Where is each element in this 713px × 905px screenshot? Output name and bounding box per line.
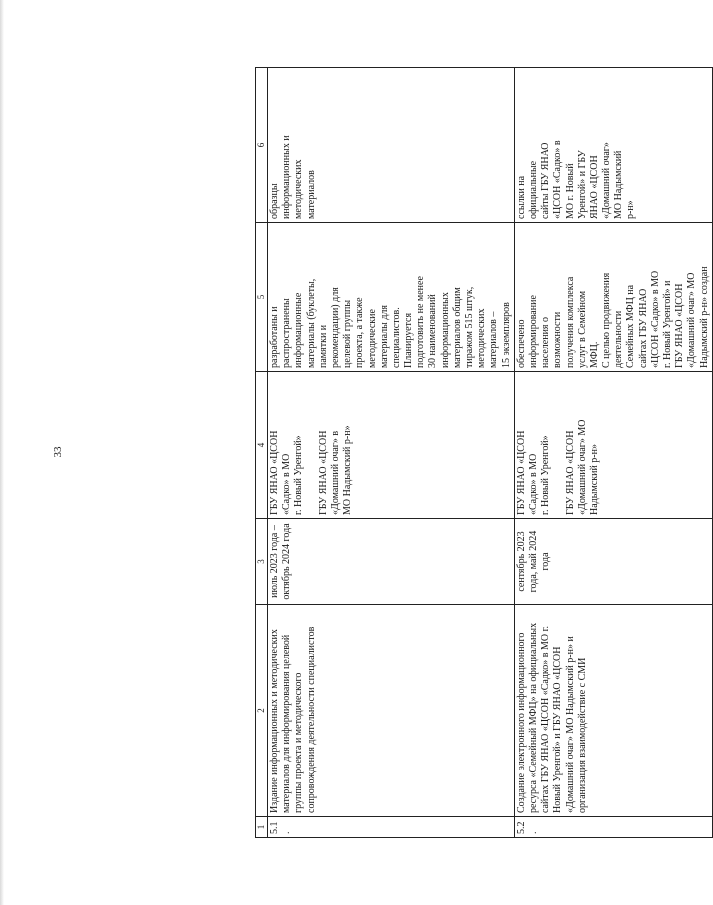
result-line: методические [366,309,378,368]
result-line: ГБУ ЯНАО «ЦСОН [674,283,686,368]
result-line: получения комплекса [564,276,576,368]
table-row [514,68,712,838]
result-line: тиражом 515 штук, [464,286,475,368]
result-line: информирование [527,295,539,368]
result-line: специалистов. [390,307,402,368]
column-number: 6 [256,68,268,223]
executor-line: г. Новый Уренгой» [540,435,552,515]
executor-line: г. Новый Уренгой» [293,435,305,515]
form-cell [514,68,712,223]
result-line: Семейных МФЦ на [625,284,637,368]
column-number: 5 [256,223,268,372]
result-line: материалы для [378,304,390,368]
activity-cell: Издание информационных и методических материалов для информирования целевой группы проекта и методического сопровождения деятельности специалистов [268,605,515,817]
activity-cell: Создание электронного информационного ресурса «Семейный МФЦ» на официальных сайтах ГБУ ЯНАО «ЦСОН «Садко» в МО г. Новый Уренгой» и ГБУ ЯНАО «ЦСОН «Домашний очаг» МО Надымский р-н» и организация взаимодействие с СМИ [514,605,712,817]
result-line: материалов общим [451,287,463,368]
result-line: возможности [552,311,564,368]
form-line: сайты ГБУ ЯНАО [540,142,552,219]
form-line: МО Надымский [613,150,625,219]
form-line: официальные [527,160,539,219]
executor-cell [268,372,515,519]
executor-line: «Домашний очаг» в [329,430,341,515]
executor-line: «Садко» в МО [527,453,539,515]
executor-line [552,375,564,515]
executor-line: ГБУ ЯНАО «ЦСОН [515,430,527,515]
executor-line: «Садко» в МО [281,453,293,515]
form-cell [268,68,515,223]
result-line: услуг в Семейном [576,290,588,368]
column-number: 3 [256,519,268,605]
result-line: информационные [293,292,305,368]
rotated-table-sheet [255,68,710,838]
result-line: материалы (буклеты, [305,278,317,368]
result-line: С целью продвижения [601,272,613,368]
form-line: Уренгой» и ГБУ [576,150,588,219]
form-line: «ЦСОН «Садко» в [552,140,564,219]
form-line: р-н» [625,200,637,219]
executor-line: МО Надымский р-н» [342,425,354,515]
form-line: ссылки на [515,175,527,219]
row-number: 5.1. [268,817,515,838]
result-line: разработаны и [269,306,280,368]
column-number: 4 [256,372,268,519]
term-cell: сентябрь 2023 года, май 2024 года [514,519,712,605]
executor-line: ГБУ ЯНАО «ЦСОН [564,430,576,515]
result-cell [514,223,712,372]
executor-line: «Домашний очаг» МО [576,419,588,515]
result-line: проекта, а также [354,297,366,368]
result-line: «Домашний очаг» МО [686,272,698,368]
result-cell [268,223,515,372]
executor-line: ГБУ ЯНАО «ЦСОН [317,430,329,515]
result-line: МФЦ. [588,341,600,368]
executor-line: ГБУ ЯНАО «ЦСОН [269,430,280,515]
result-line: распространены [281,298,293,368]
result-line: обеспечено [515,319,527,368]
executor-line: Надымский р-н» [588,444,600,515]
form-line: информационных и [281,135,293,219]
form-line: МО г. Новый [564,163,576,219]
form-line: методических [293,159,305,219]
page-number: 33 [52,446,64,458]
result-line: Планируется [403,312,415,368]
form-line: ЯНАО «ЦСОН [588,155,600,219]
column-number: 2 [256,605,268,817]
form-line: материалов [305,170,317,219]
result-line: подготовить не менее [415,276,427,368]
result-line: 30 наименований [427,294,439,368]
result-line: 15 экземпляров [500,302,512,368]
executor-cell [514,372,712,519]
result-line: сайтах ГБУ ЯНАО [637,288,649,368]
result-line: памятки и [317,324,329,368]
result-line: «ЦСОН «Садко» в МО [649,270,661,368]
result-line: методических [476,308,488,368]
result-line: деятельности [613,310,625,368]
column-number-row [256,68,268,838]
result-line: информационных [439,292,451,368]
scan-edge [0,0,4,905]
result-line: целевой группы [342,299,354,368]
table-row [268,68,515,838]
form-line: образцы [269,183,280,219]
result-line: рекомендации) для [329,287,341,368]
row-number: 5.2. [514,817,712,838]
result-line: Надымский р-н» создан [698,266,710,368]
result-line: материалов – [488,311,500,368]
executor-line [306,375,318,515]
form-line: «Домашний очаг» [601,142,613,219]
plan-table [255,67,713,838]
column-number: 1 [256,817,268,838]
result-line: г. Новый Уренгой» и [662,280,673,368]
term-cell: июль 2023 года – октябрь 2024 года [268,519,515,605]
result-line: населения о [540,316,552,368]
